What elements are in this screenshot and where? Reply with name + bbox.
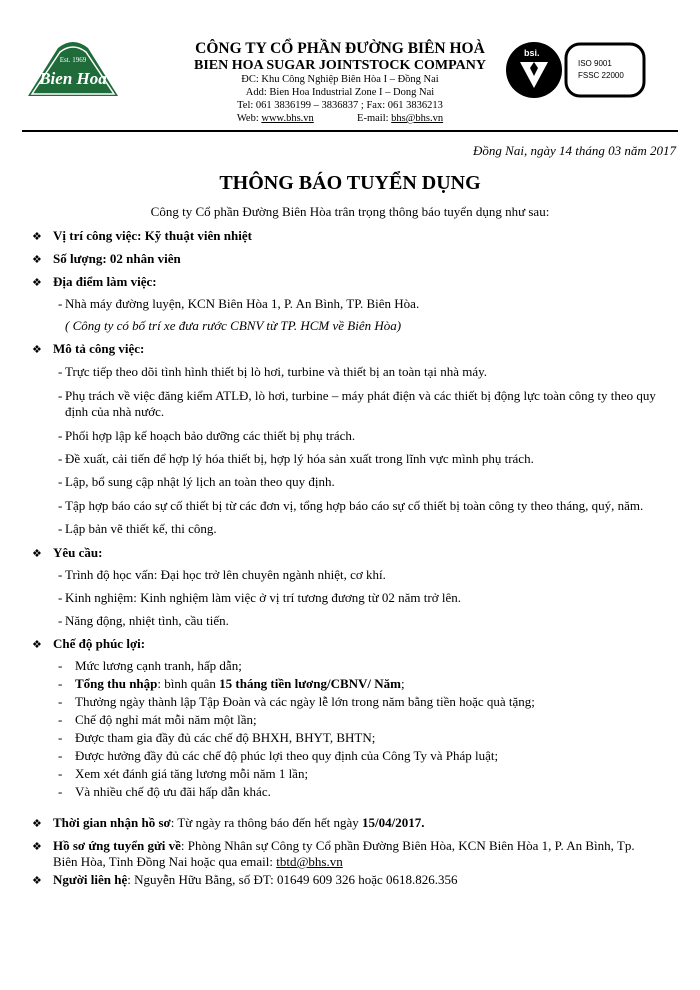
benefits-heading: Chế độ phúc lợi: [53,636,146,651]
document-title: THÔNG BÁO TUYỂN DỤNG [219,172,481,194]
contact-line [53,872,458,888]
cert-line-1: ISO 9001 [578,59,612,68]
location-heading: Địa điểm làm việc: [53,274,157,289]
deadline-line [53,815,425,831]
dash-marker: - [58,658,63,673]
dash-marker: - [58,498,63,513]
dash-marker: - [58,590,63,605]
address-vn: ĐC: Khu Công Nghiệp Biên Hòa I – Đồng Nai [241,74,439,85]
dash-marker: - [58,676,63,691]
bullet-icon: ❖ [32,875,42,887]
dash-marker: - [58,730,63,745]
quantity-line: Số lượng: 02 nhân viên [53,251,181,266]
dash-marker: - [58,296,63,311]
description-item: Đề xuất, cải tiến để hợp lý hóa thiết bị, hợp lý hóa sản xuất trong lĩnh vực mình phụ trách. [65,451,534,466]
income-value: 15 tháng tiền lương/CBNV/ Năm [219,676,401,691]
dash-marker: - [58,521,63,536]
location-note: ( Công ty có bố trí xe đưa rước CBNV từ TP. HCM về Biên Hòa) [65,318,402,333]
contact-label: Người liên hệ [53,872,128,887]
description-item: Tập hợp báo cáo sự cố thiết bị từ các đơn vị, tổng hợp báo cáo sự cố thiết bị toàn công ty theo tháng, quý, năm. [65,498,644,513]
description-heading: Mô tả công việc: [53,341,145,356]
company-email-link[interactable]: bhs@bhs.vn [391,113,444,124]
description-item-continued: định của nhà nước. [65,404,165,419]
address-en: Add: Bien Hoa Industrial Zone I – Dong Nai [245,87,435,98]
application-line-2 [53,854,343,870]
dash-marker: - [58,766,63,781]
bullet-icon: ❖ [32,548,42,560]
logo-brand-text: Bien Hoa [39,69,107,88]
benefit-item: Chế độ nghỉ mát mỗi năm một lần; [75,712,257,727]
dash-marker: - [58,748,63,763]
contact-text: : Nguyễn Hữu Bằng, số ĐT: 01649 609 326 hoặc 0618.826.356 [127,872,458,887]
dash-marker: - [58,784,63,799]
deadline-label: Thời gian nhận hồ sơ [53,815,171,830]
description-item: Phụ trách về việc đăng kiểm ATLĐ, lò hơi, turbine – máy phát điện và các thiết bị động lực toàn công ty theo quy [65,388,656,403]
application-line [53,838,635,854]
income-label: Tổng thu nhập [75,676,158,691]
bullet-icon: ❖ [32,277,42,289]
benefit-item: Và nhiều chế độ ưu đãi hấp dẫn khác. [75,784,271,799]
benefit-item: Xem xét đánh giá tăng lương mỗi năm 1 lần; [75,766,309,781]
cert-brand: bsi. [524,48,540,58]
requirement-item: Trình độ học vấn: Đại học trở lên chuyên ngành nhiệt, cơ khí. [65,567,386,582]
dash-marker: - [58,613,63,628]
application-text: : Phòng Nhân sự Công ty Cổ phần Đường Biên Hòa, KCN Biên Hòa 1, P. An Bình, Tp. [180,838,635,853]
description-item: Trực tiếp theo dõi tình hình thiết bị lò hơi, turbine và thiết bị an toàn tại nhà máy. [65,364,488,379]
bullet-icon: ❖ [32,639,42,651]
header-divider [22,130,678,132]
date-line: Đồng Nai, ngày 14 tháng 03 năm 2017 [473,143,676,158]
dash-marker: - [58,364,63,379]
benefit-item-income [75,676,405,692]
benefit-item: Thưởng ngày thành lập Tập Đoàn và các ngày lễ lớn trong năm bằng tiền hoặc quà tặng; [75,694,535,709]
company-name-en: BIEN HOA SUGAR JOINTSTOCK COMPANY [194,58,486,73]
income-end: ; [401,676,405,691]
application-text-2: Biên Hòa, Tỉnh Đồng Nai hoặc qua email: [53,854,277,869]
requirement-item: Năng động, nhiệt tình, cầu tiến. [65,613,229,628]
description-item: Lập, bổ sung cập nhật lý lịch an toàn theo quy định. [65,474,335,489]
description-item: Lập bản vẽ thiết kế, thi công. [65,521,217,536]
dash-marker: - [58,428,63,443]
application-label: Hồ sơ ứng tuyển gửi về [53,838,181,853]
bullet-icon: ❖ [32,818,42,830]
bullet-icon: ❖ [32,841,42,853]
dash-marker: - [58,694,63,709]
company-logo [24,38,122,100]
application-email-link[interactable]: tbtd@bhs.vn [276,854,343,869]
dash-marker: - [58,451,63,466]
position-line: Vị trí công việc: Kỹ thuật viên nhiệt [53,228,252,243]
benefit-item: Được tham gia đầy đủ các chế độ BHXH, BHYT, BHTN; [75,730,376,745]
requirements-heading: Yêu cầu: [53,545,103,560]
income-mid: : bình quân [157,676,220,691]
dash-marker: - [58,567,63,582]
bullet-icon: ❖ [32,231,42,243]
location-line: Nhà máy đường luyện, KCN Biên Hòa 1, P. An Bình, TP. Biên Hòa. [65,296,420,311]
logo-est-text: Est. 1969 [59,56,87,64]
email-label: E-mail: [357,113,392,124]
bullet-icon: ❖ [32,254,42,266]
certification-logo [502,38,652,102]
bullet-icon: ❖ [32,344,42,356]
dash-marker: - [58,474,63,489]
company-name-vn: CÔNG TY CỔ PHẦN ĐƯỜNG BIÊN HOÀ [195,40,485,57]
dash-marker: - [58,712,63,727]
benefit-item: Được hưởng đầy đủ các chế độ phúc lợi theo quy định của Công Ty và Pháp luật; [75,748,499,763]
cert-line-2: FSSC 22000 [578,71,624,80]
phone-fax: Tel: 061 3836199 – 3836837 ; Fax: 061 3836213 [237,100,443,111]
deadline-text: : Từ ngày ra thông báo đến hết ngày [170,815,363,830]
deadline-date: 15/04/2017. [362,815,425,830]
web-email-line [130,112,550,126]
web-label: Web: [236,113,262,124]
website-link[interactable]: www.bhs.vn [261,113,314,124]
intro-text: Công ty Cổ phần Đường Biên Hòa trân trọng thông báo tuyển dụng như sau: [150,204,550,219]
benefit-item: Mức lương cạnh tranh, hấp dẫn; [75,658,242,673]
dash-marker: - [58,388,63,403]
requirement-item: Kinh nghiệm: Kinh nghiệm làm việc ở vị trí tương đương từ 02 năm trở lên. [65,590,461,605]
description-item: Phối hợp lập kế hoạch bảo dưỡng các thiết bị phụ trách. [65,428,356,443]
